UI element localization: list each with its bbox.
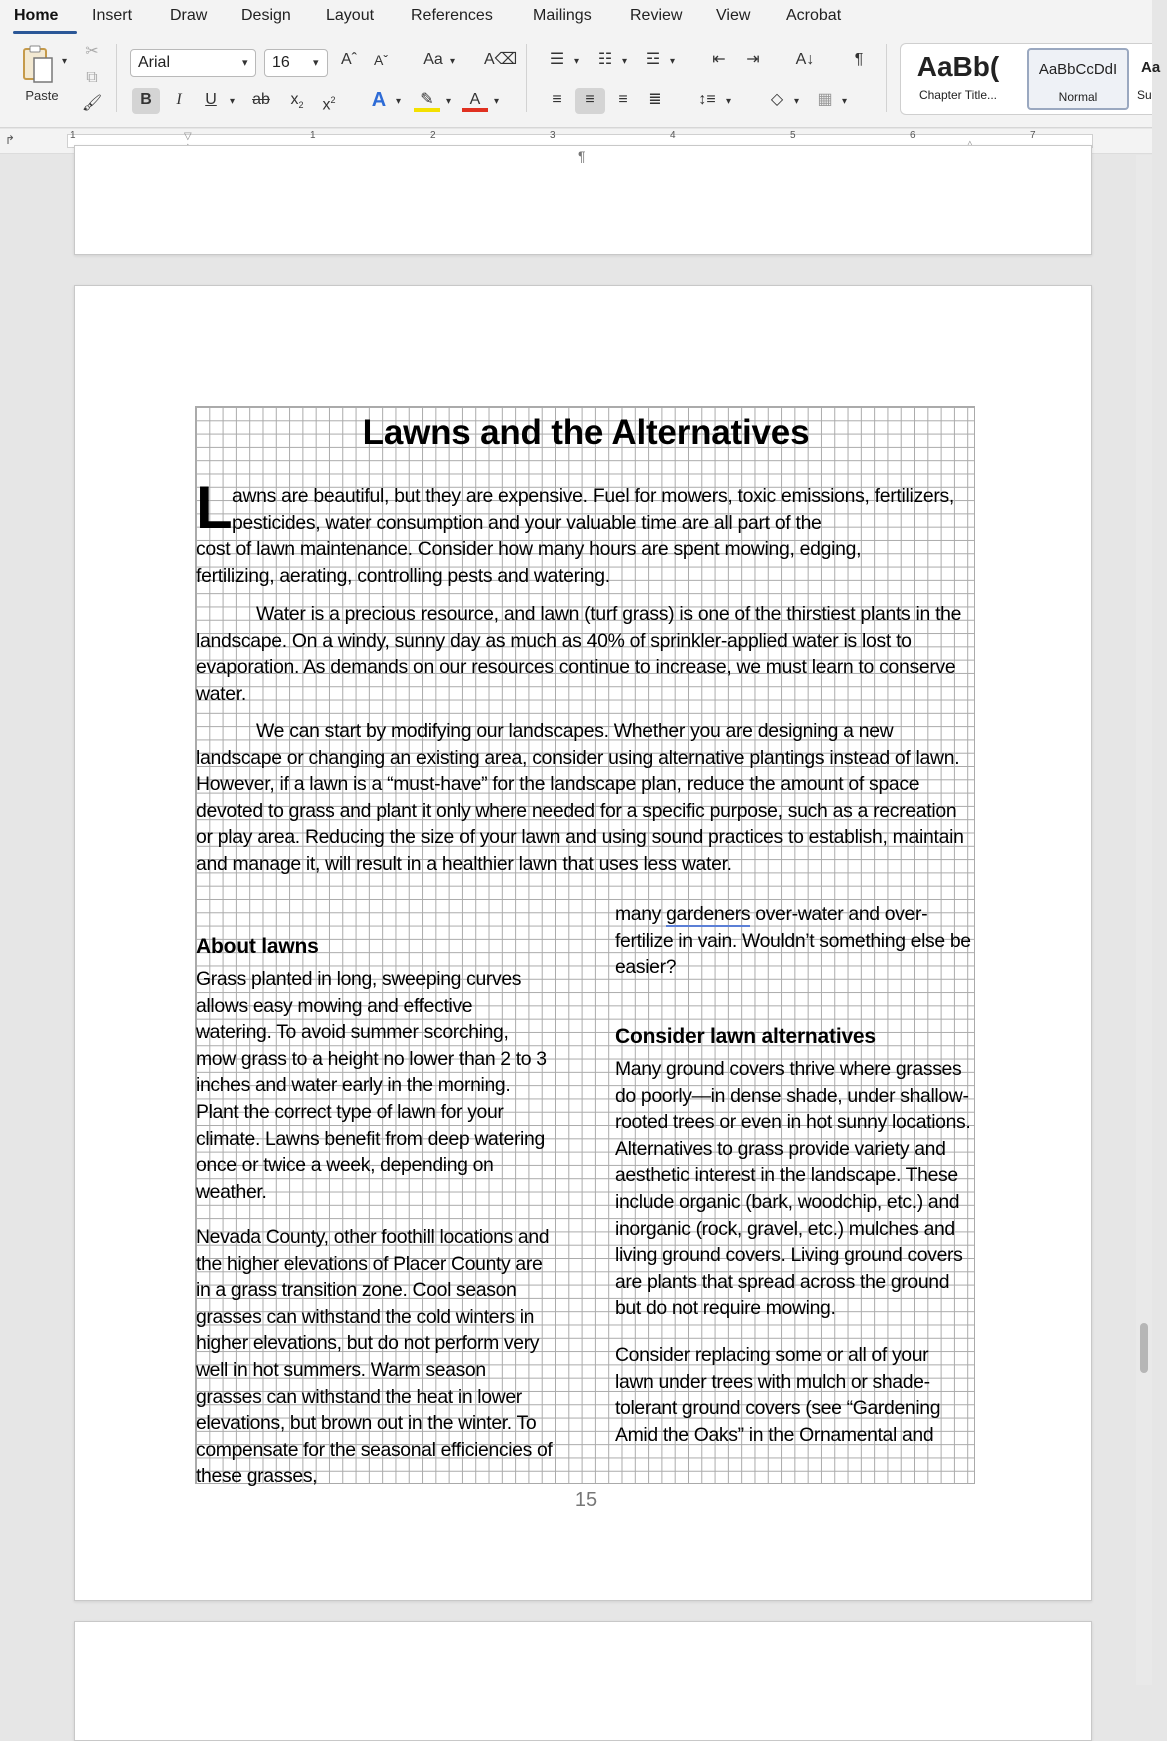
next-page[interactable] [74, 1621, 1092, 1741]
style-subtitle[interactable] [1137, 48, 1167, 110]
style-preview: AaBbCcDdI [1038, 61, 1118, 78]
text-run: over-water and over-fertilize in vain. Wouldn’t something else be easier? [615, 903, 971, 979]
style-caption: Su [1137, 88, 1152, 102]
paste-options-arrow[interactable]: ▾ [62, 56, 68, 67]
ruler-number: 6 [910, 130, 916, 141]
style-preview: AaBb( [916, 51, 1000, 82]
underline-button[interactable]: U [205, 91, 217, 108]
chevron-down-icon[interactable]: ▾ [230, 96, 236, 107]
paragraph-ground-covers: Many ground covers thrive where grasses do poorly—in dense shade, under shallow-rooted trees or even in hot sunny locations. Alternatives to grass provide variety and aesthetic interest in the landscape. These include organic (bark, woodchip, etc.) and inorganic (rock, gravel, etc.) mulches and living ground covers. Living ground covers are plants that spread across the ground but do not require mowing. [615, 1058, 971, 1320]
style-caption: Normal [1058, 90, 1098, 104]
paragraph-intro-first: awns are beautiful, but they are expensive. Fuel for mowers, toxic emissions, fertilizers, pesticides, water consumption and your valuable time are all part of the [232, 485, 955, 534]
align-center-icon[interactable]: ≡ [575, 88, 605, 114]
ribbon-separator [886, 44, 887, 112]
shrink-font-icon[interactable]: Aˇ [374, 52, 388, 68]
chevron-down-icon[interactable]: ▾ [313, 57, 319, 69]
paragraph-overwater [615, 901, 975, 981]
chevron-down-icon[interactable]: ▾ [450, 56, 456, 67]
chevron-down-icon[interactable]: ▾ [670, 56, 676, 67]
ruler-number: 5 [790, 130, 796, 141]
document-canvas[interactable] [0, 148, 1136, 1685]
style-caption: Chapter Title... [918, 88, 998, 102]
chevron-down-icon[interactable]: ▾ [622, 56, 628, 67]
show-formatting-icon[interactable]: ¶ [854, 51, 864, 68]
paragraph-water: Water is a precious resource, and lawn (turf grass) is one of the thirstiest plants in the landscape. On a windy, sunny day as much as 40% of sprinkler-applied water is lost to evaporation. As demands on our resources continue to increase, we must learn to conserve water. [196, 603, 962, 705]
chevron-down-icon[interactable]: ▾ [574, 56, 580, 67]
font-color-icon[interactable]: A [462, 88, 488, 112]
chevron-down-icon[interactable]: ▾ [726, 96, 732, 107]
drop-cap: L [196, 474, 233, 541]
superscript-button[interactable]: $x^2$ [322, 95, 336, 114]
ruler-number: 7 [1030, 130, 1036, 141]
bullets-icon[interactable]: ☰ [549, 51, 565, 68]
borders-icon[interactable]: ▦ [817, 91, 833, 108]
grow-font-icon[interactable]: Aˆ [341, 51, 357, 68]
chevron-down-icon[interactable]: ▾ [794, 96, 800, 107]
font-size-select[interactable]: 16 [264, 49, 328, 77]
tab-layout[interactable]: Layout [326, 7, 375, 24]
ruler-number: 1 [70, 130, 76, 141]
article-title: Lawns and the Alternatives [362, 413, 810, 452]
bold-button[interactable]: B [132, 88, 160, 114]
increase-indent-icon[interactable]: ⇥ [746, 51, 760, 68]
tab-design[interactable]: Design [241, 7, 291, 24]
format-painter-icon[interactable]: 🖌 [81, 95, 103, 112]
styles-gallery [900, 43, 1161, 115]
tab-selector-icon[interactable]: ↱ [5, 133, 16, 147]
tab-insert[interactable]: Insert [92, 7, 133, 24]
italic-button[interactable]: I [176, 91, 182, 108]
tab-draw[interactable]: Draw [170, 7, 208, 24]
tab-view[interactable]: View [716, 7, 751, 24]
ribbon-separator [526, 44, 527, 112]
strikethrough-button[interactable]: ab [252, 91, 270, 108]
multilevel-list-icon[interactable]: ☲ [645, 51, 661, 68]
justify-icon[interactable]: ≣ [648, 91, 662, 108]
ruler-number: 2 [430, 130, 436, 141]
align-left-icon[interactable]: ≡ [552, 91, 562, 108]
previous-page[interactable] [74, 145, 1092, 255]
change-case-icon[interactable]: Aa [423, 51, 443, 68]
decrease-indent-icon[interactable]: ⇤ [712, 51, 726, 68]
numbering-icon[interactable]: ☷ [597, 51, 613, 68]
copy-icon[interactable]: ⧉ [86, 69, 98, 86]
style-preview: Aa [1141, 59, 1161, 76]
ruler-number: 3 [550, 130, 556, 141]
ruler-number: 4 [670, 130, 676, 141]
scrollbar-thumb[interactable] [1140, 1323, 1148, 1373]
ribbon-home [0, 36, 1161, 128]
tab-home[interactable]: Home [14, 7, 59, 24]
paragraph-about-lawns: Grass planted in long, sweeping curves allows easy mowing and effective watering. To avoid summer scorching, mow grass to a height no lower than 2 to 3 inches and water early in the morning. Plant the correct type of lawn for your climate. Lawns benefit from deep watering once or twice a week, depending on weather. [196, 968, 547, 1203]
chevron-down-icon[interactable]: ▾ [396, 96, 402, 107]
heading-about-lawns: About lawns [196, 935, 319, 958]
ribbon-separator [116, 44, 117, 112]
page-number: 15 [574, 1489, 598, 1511]
chevron-down-icon[interactable]: ▾ [446, 96, 452, 107]
ribbon-tab-bar [0, 0, 1152, 36]
subscript-button[interactable]: $x_2$ [290, 91, 304, 111]
cut-icon[interactable]: ✂ [85, 43, 99, 60]
chevron-down-icon[interactable]: ▾ [242, 57, 248, 69]
ruler-number: 1 [310, 130, 316, 141]
chevron-down-icon[interactable]: ▾ [842, 96, 848, 107]
align-right-icon[interactable]: ≡ [618, 91, 628, 108]
tab-acrobat[interactable]: Acrobat [786, 7, 842, 24]
clear-formatting-icon[interactable]: A⌫ [484, 51, 518, 68]
first-line-indent-marker[interactable]: ▽ [184, 131, 192, 142]
paste-icon[interactable] [18, 44, 58, 86]
paragraph-replace-lawn: Consider replacing some or all of your lawn under trees with mulch or shade-tolerant ground covers (see “Gardening Amid the Oaks” in the Ornamental and [615, 1344, 941, 1446]
paragraph-intro-continued: cost of lawn maintenance. Consider how many hours are spent mowing, edging, fertilizing, aerating, controlling pests and watering. [196, 538, 862, 587]
vertical-scrollbar[interactable] [1136, 155, 1152, 1685]
page-end-mark: ¶ [578, 148, 586, 164]
page-content-gridlines[interactable] [195, 406, 975, 1511]
paragraph-transition-zone: Nevada County, other foothill locations and the higher elevations of Placer County are in a grass transition zone. Cool season grasses can withstand the cold winters in higher elevations, but do not perform very well in hot summers. Warm season grasses can withstand the heat in lower elevations, but brown out in the winter. To compensate for the seasonal efficiencies of these grasses, [196, 1226, 553, 1488]
spelling-flag[interactable]: gardeners [666, 903, 751, 925]
paste-label[interactable]: Paste [25, 88, 59, 103]
text-effects-icon[interactable]: A [371, 89, 387, 111]
style-chapter-title[interactable] [907, 48, 1009, 110]
tab-review[interactable]: Review [630, 7, 683, 24]
line-spacing-icon[interactable]: ↕≡ [698, 91, 716, 108]
active-tab-indicator [13, 31, 77, 34]
highlight-color-icon[interactable]: ✎ [414, 88, 440, 112]
paragraph-landscapes: We can start by modifying our landscapes. Whether you are designing a new landscape or changing an existing area, consider using alternative plantings instead of lawn. However, if a lawn is a “must-have” for the landscape plan, reduce the amount of space devoted to grass and plant it only where needed for a specific purpose, such as a recreation or play area. Reducing the size of your lawn and using sound practices to establish, maintain and manage it, will result in a healthier lawn that uses less water. [196, 720, 964, 875]
tab-references[interactable]: References [411, 7, 493, 24]
sort-icon[interactable]: A↓ [795, 51, 815, 68]
style-normal[interactable] [1027, 48, 1129, 110]
chevron-down-icon[interactable]: ▾ [494, 96, 500, 107]
shading-icon[interactable]: ◇ [770, 91, 784, 108]
tab-mailings[interactable]: Mailings [533, 7, 592, 24]
font-name-select[interactable]: Arial [130, 49, 256, 77]
page[interactable] [74, 285, 1092, 1601]
heading-lawn-alternatives: Consider lawn alternatives [615, 1025, 876, 1048]
text-run: many [615, 903, 667, 925]
